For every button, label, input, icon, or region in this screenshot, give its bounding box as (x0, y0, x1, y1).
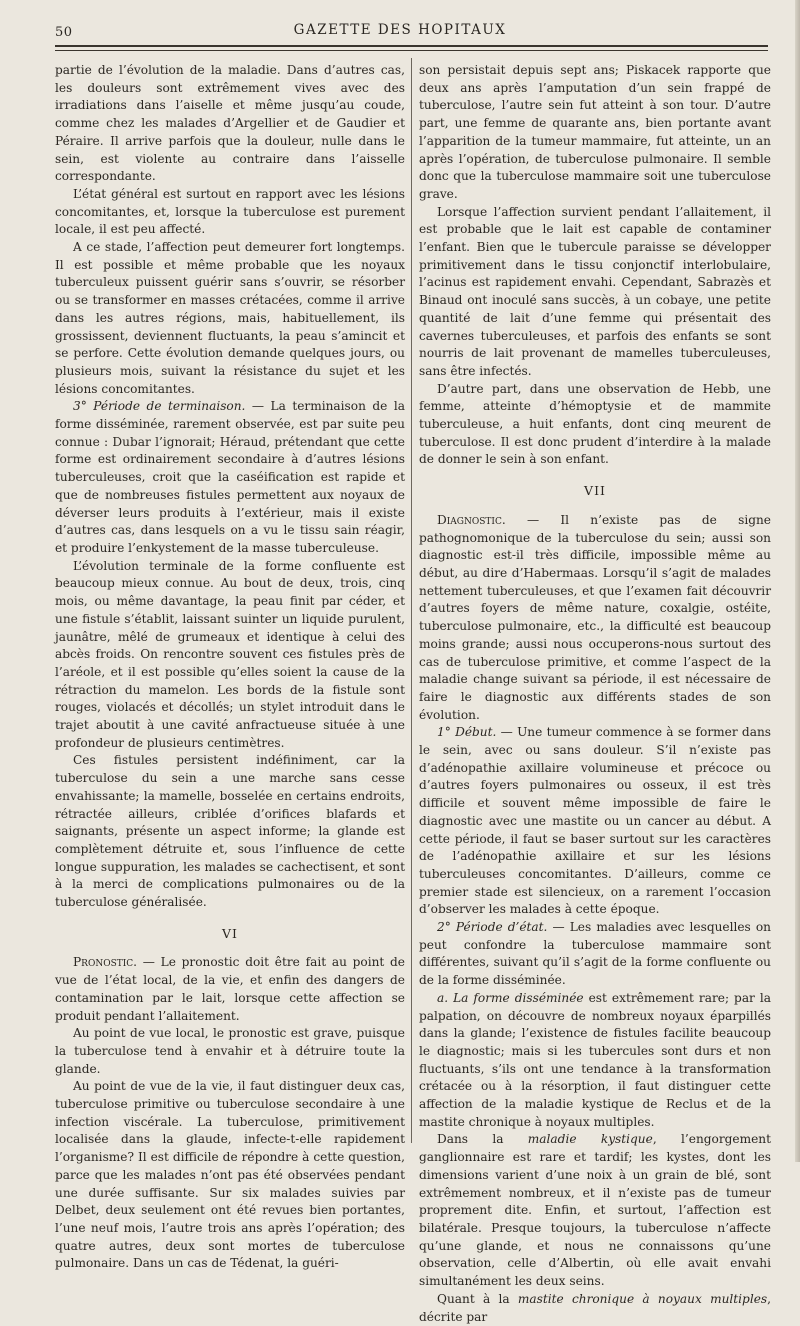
subsection-label: a. La forme disséminée (437, 990, 584, 1005)
paragraph-text: — Une tumeur commence à se former dans le sein, avec ou sans douleur. S’il n’existe pas d’adénopathie axillaire volumineuse et précoce ou d’autres foyers pulmonaires ou osseux, il est très difficile et souvent même impossible de faire le diagnostic avec une mastite ou un cancer au début. A cette période, il faut se baser surtout sur les caractères de l’adénopathie axillaire et sur les lésions tuberculeuses concomitantes. D’ailleurs, comme ce premier stade est silencieux, on a rarement l’occasion d’observer les malades à cette époque. (419, 725, 771, 917)
paragraph-text: — Il n’existe pas de signe pathognomonique de la tuberculose du sein; aussi son diagnostic est-il très difficile, impossible même au début, au dire d’Habermaas. Lorsqu’il s’agit de malades nettement tuberculeuses, et que l’examen fait découvrir d’autres foyers de même nature, coxalgie, ostéite, tuberculose pulmonaire, etc., la difficulté est beaucoup moins grande; aussi nous occuperons-nous surtout des cas de tuberculose primitive, et comme l’aspect de la maladie change suivant sa période, il est nécessaire de faire le diagnostic aux différents stades de son évolution. (419, 512, 771, 722)
header-rule-thin (55, 50, 768, 51)
paragraph: Lorsque l’affection survient pendant l’allaitement, il est probable que le lait est capable de contaminer l’enfant. Bien que le tubercule paraisse se développer primitivement dans le tissu conjonctif interlobulaire, l’acinus est rapidement envahi. Cependant, Sabrazès et Binaud ont inoculé sans succès, à un cobaye, une petite quantité de lait d’une femme qui présentait des cavernes tuberculeuses, et parfois des enfants se sont nourris de lait provenant de mamelles tuberculeuses, sans être infectés. (419, 204, 771, 378)
paragraph: L’évolution terminale de la forme confluente est beaucoup mieux connue. Au bout de deux, trois, cinq mois, ou même davantage, la peau finit par céder, et une fistule s’établit, laissant suinter un liquide purulent, jaunâtre, mêlé de grumeaux et identique à celui des abcès froids. On rencontre souvent ces fistules près de l’aréole, et il est possible qu’elles soient la cause de la rétraction du mamelon. Les bords de la fistule sont rouges, violacés et décollés; un stylet introduit dans le trajet aboutit à une cavité anfractueuse située à une profondeur de plusieurs centimètres. (55, 558, 405, 750)
term-label: maladie kystique (527, 1132, 653, 1147)
subsection-label: 3° Période de terminaison. (73, 399, 246, 414)
paragraph (419, 990, 771, 1132)
paragraph-text: , décrite par (419, 1291, 771, 1324)
subsection-label: 1° Début. (437, 725, 497, 740)
paragraph (419, 724, 771, 919)
section-label: Pronostic. (73, 955, 138, 970)
paragraph-text: — La terminaison de la forme disséminée, rarement observée, est par suite peu connue : Dubar l’ignorait; Héraud, prétendant que cette forme est ordinairement secondaire à d’autres lésions tuberculeuses, croit que la caséification est rapide et que de nombreuses fistules permettent aux noyaux de déverser leurs produits à l’extérieur, mais il existe d’autres cas, dans lesquels on a vu le tissu sain réagir, et produire l’enkystement de la masse tuberculeuse. (55, 399, 405, 555)
paragraph (55, 954, 405, 1025)
term-label: mastite chronique à noyaux multiples (517, 1291, 768, 1306)
page-edge-shadow (795, 0, 800, 1162)
page-number: 50 (55, 25, 73, 40)
right-column (419, 62, 771, 1326)
paragraph: L’état général est surtout en rapport avec les lésions concomitantes, et, lorsque la tuberculose est purement locale, il est peu affecté. (55, 186, 405, 237)
paragraph (419, 919, 771, 990)
paragraph (419, 1291, 771, 1326)
paragraph-text: Quant à la (437, 1291, 518, 1306)
paragraph-text: — Les maladies avec lesquelles on peut confondre la tuberculose mammaire sont différentes, suivant qu’il s’agit de la forme confluente ou de la forme disséminée. (419, 920, 771, 988)
paragraph (55, 398, 405, 557)
paragraph-text: , l’engorgement ganglionnaire est rare et tardif; les kystes, dont les dimensions varient d’une noix à un grain de blé, sont extrêmement nombreux, et il n’existe pas de tumeur proprement dite. Enfin, et surtout, l’affection est bilatérale. Presque toujours, la tuberculose n’affecte qu’une glande, et nous ne connaissons qu’une observation, celle d’Albertin, où elle avait envahi simultanément les deux seins. (419, 1132, 771, 1289)
section-heading: VI (222, 925, 238, 941)
paragraph (419, 1131, 771, 1290)
section-label: Diagnostic. (437, 512, 506, 527)
paragraph: Au point de vue de la vie, il faut distinguer deux cas, tuberculose primitive ou tuberculose secondaire à une infection viscérale. La tuberculose, primitivement localisée dans la glaude, infecte-t-elle rapidement l’organisme? Il est difficile de répondre à cette question, parce que les malades n’ont pas été observées pendant une durée suffisante. Sur six malades suivies par Delbet, deux seulement ont été revues bien portantes, l’une neuf mois, l’autre trois ans après l’opération; des quatre autres, deux sont mortes de tuberculose pulmonaire. Dans un cas de Tédenat, la guéri- (55, 1079, 405, 1271)
paragraph-text: Dans la (437, 1132, 528, 1147)
paragraph (419, 512, 771, 724)
paragraph: son persistait depuis sept ans; Piskacek rapporte que deux ans après l’amputation d’un sein frappé de tuberculose, l’autre sein fut atteint à son tour. D’autre part, une femme de quarante ans, bien portante avant l’apparition de la tumeur mammaire, fut atteinte, un an après l’opération, de tuberculose pulmonaire. Il semble donc que la tuberculose mammaire soit une tuberculose grave. (419, 63, 771, 201)
left-column (55, 62, 405, 1273)
paragraph-text: — Le pronostic doit être fait au point de vue de l’état local, de la vie, et enfin des dangers de contamination par le lait, lorsque cette affection se produit pendant l’allaitement. (55, 955, 405, 1023)
header-rule-thick (55, 45, 768, 47)
paragraph: Ces fistules persistent indéfiniment, car la tuberculose du sein a une marche sans cesse envahissante; la mamelle, bosselée en certains endroits, rétractée ailleurs, criblée d’orifices blafards et saignants, présente un aspect informe; la glande est complètement détruite et, sous l’influence de cette longue suppuration, les malades se cachectisent, et sont à la merci de complications pulmonaires ou de la tuberculose généralisée. (55, 753, 405, 910)
column-divider (411, 58, 412, 1143)
paragraph-text: est extrêmement rare; par la palpation, on découvre de nombreux noyaux éparpillés dans la glande; l’existence de fistules facilite beaucoup le diagnostic; mais si les tubercules sont durs et non fluctuants, s’ils ont une tendance à la transformation crétacée ou à la résorption, il faut distinguer cette affection de la maladie kystique de Reclus et de la mastite chronique à noyaux multiples. (419, 990, 771, 1129)
section-heading: VII (584, 483, 606, 499)
paragraph: partie de l’évolution de la maladie. Dans d’autres cas, les douleurs sont extrêmement vives avec des irradiations dans l’aiselle et même jusqu’au coude, comme chez les malades d’Argellier et de Gaudier et Péraire. Il arrive parfois que la douleur, nulle dans le sein, est violente au contraire dans l’aisselle correspondante. (55, 63, 405, 184)
running-title: GAZETTE DES HOPITAUX (293, 22, 507, 38)
paragraph: A ce stade, l’affection peut demeurer fort longtemps. Il est possible et même probable que les noyaux tuberculeux puissent guérir sans s’ouvrir, se résorber ou se transformer en masses crétacées, comme il arrive dans les autres régions, mais, habituellement, ils grossissent, deviennent fluctuants, la peau s’amincit et se perfore. Cette évolution demande quelques jours, ou plusieurs mois, suivant la résistance du sujet et les lésions concomitantes. (55, 240, 405, 396)
paragraph: Au point de vue local, le pronostic est grave, puisque la tuberculose tend à envahir et à détruire toute la glande. (55, 1026, 405, 1076)
subsection-label: 2° Période d’état. (437, 920, 548, 935)
paragraph: D’autre part, dans une observation de Hebb, une femme, atteinte d’hémoptysie et de mammite tuberculeuse, a huit enfants, dont cinq meurent de tuberculose. Il est donc prudent d’interdire à la malade de donner le sein à son enfant. (419, 381, 771, 467)
